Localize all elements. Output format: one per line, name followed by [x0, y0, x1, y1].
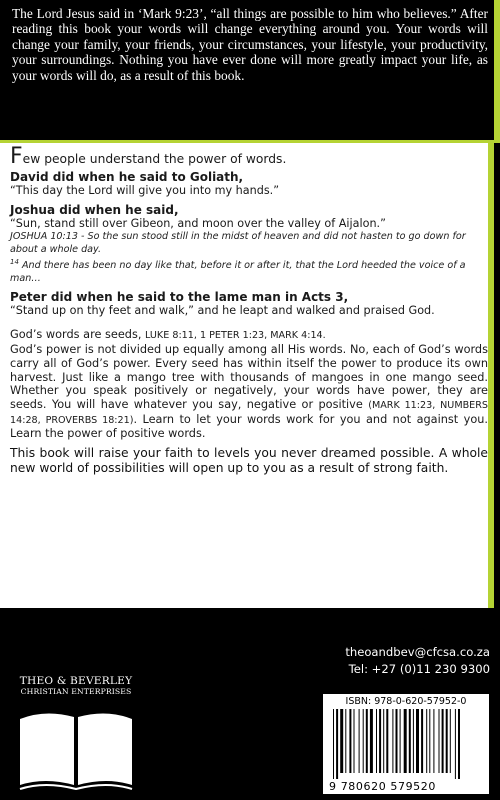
open-book-icon: [15, 705, 137, 793]
seeds-title-refs: LUKE 8:11, 1 PETER 1:23, MARK 4:14.: [145, 330, 326, 342]
joshua-quote: “Sun, stand still over Gibeon, and moon over the valley of Aijalon.”: [10, 217, 386, 230]
barcode-digits: 9 780620 579520: [329, 780, 436, 793]
content-text: [10, 144, 488, 476]
top-band: [0, 0, 500, 140]
lead-line: [10, 144, 488, 169]
seeds-text-1: God’s power is not divided up equally among all His words. No, each of God’s words carry all of God’s power. Every seed has within itself the power to produce its own harvest. Just like a mango tree with thousands of mangoes in one mango seed. Whether you speak positively or negatively, your words have power, they are seeds. You will have whatever you say, negative or positive: [10, 343, 488, 411]
seeds-title-text: God’s words are seeds,: [10, 328, 146, 342]
joshua-heading: Joshua did when he said,: [10, 203, 179, 217]
david-quote: “This day the Lord will give you into my hands.”: [10, 184, 279, 197]
content-panel: [0, 143, 494, 608]
contact-phone: Tel: +27 (0)11 230 9300: [348, 662, 490, 676]
seeds-title: [10, 328, 488, 343]
closing-paragraph: This book will raise your faith to levels you never dreamed possible. A whole new world of possibilities will open up to you as a result of strong faith.: [10, 446, 488, 476]
seeds-refs: (MARK 11:23, NUMBERS 14:28, PROVERBS 18:21): [10, 400, 488, 426]
isbn-label: ISBN: 978-0-620-57952-0: [345, 696, 467, 707]
joshua-reference: [10, 231, 488, 285]
david-heading: David did when he said to Goliath,: [10, 170, 244, 184]
joshua-ref-2: And there has been no day like that, before it or after it, that the Lord heeded the voice of a man…: [10, 260, 466, 284]
lead-text: ew people understand the power of words.: [22, 152, 287, 166]
drop-letter: F: [10, 144, 23, 169]
publisher-name: THEO & BEVERLEY: [19, 675, 133, 687]
verse-number: 14: [10, 258, 19, 266]
contact-block: [345, 644, 490, 678]
peter-heading: Peter did when he said to the lame man in Acts 3,: [10, 290, 349, 305]
contact-email: theoandbev@cfcsa.co.za: [345, 645, 490, 659]
peter-quote: “Stand up on thy feet and walk,” and he leapt and walked and praised God.: [10, 304, 435, 318]
publisher-logo: [6, 675, 146, 793]
publisher-subtitle: CHRISTIAN ENTERPRISES: [20, 687, 132, 696]
barcode-box: [323, 694, 489, 794]
top-blurb: The Lord Jesus said in ‘Mark 9:23’, “all things are possible to him who believes.” After reading this book your words will change everything around you. Your words will change your family, your friends, your circumstances, your lifestyle, your productivity, your surroundings. Nothing you have ever done will more greatly impact your life, as your words will do, as a result of this book.: [12, 6, 488, 83]
joshua-ref-1: JOSHUA 10:13 - So the sun stood still in the midst of heaven and did not hasten to go down for about a whole day.: [10, 231, 466, 255]
barcode-icon: [325, 709, 487, 781]
seeds-text-2: . Learn to let your words work for you and not against you. Learn the power of positive words.: [10, 412, 488, 441]
seeds-paragraph: [10, 343, 488, 441]
